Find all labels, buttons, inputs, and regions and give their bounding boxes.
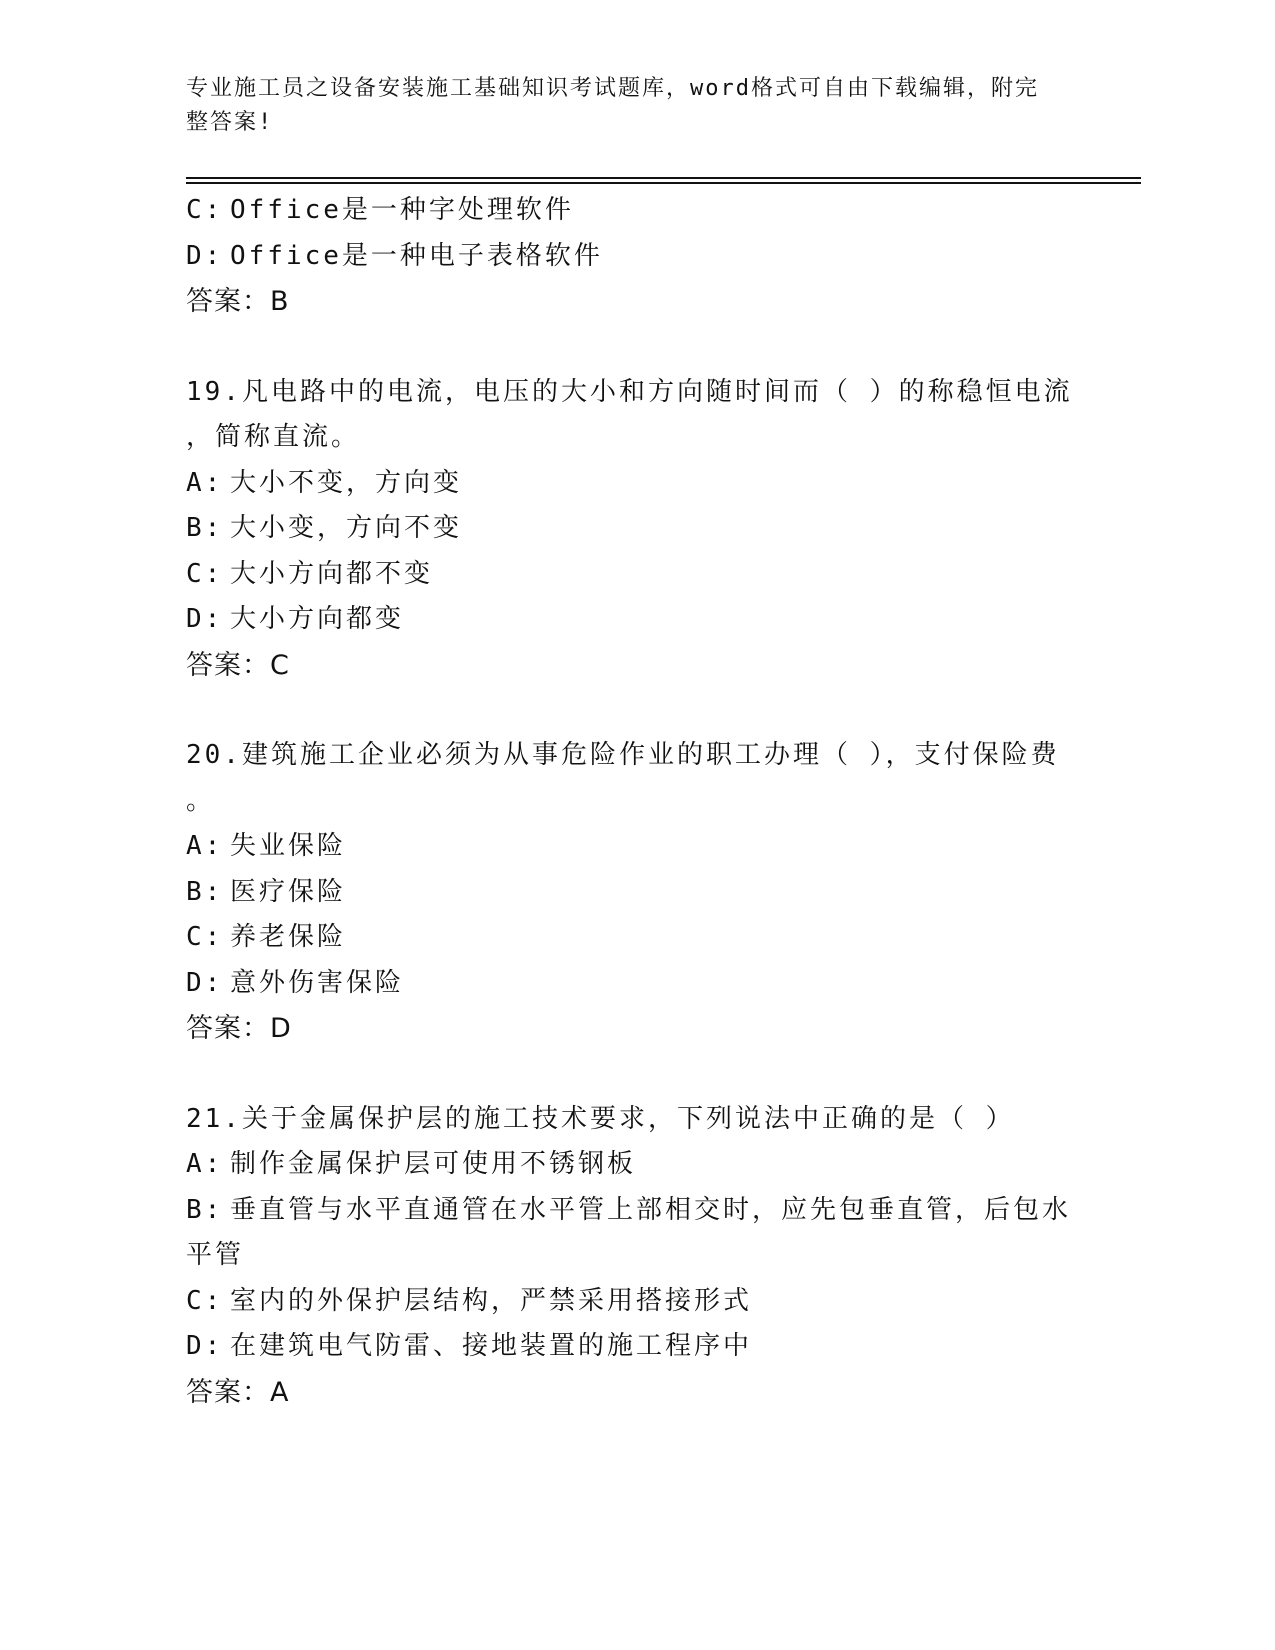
spacer — [186, 1052, 1086, 1097]
option-text: 制作金属保护层可使用不锈钢板 — [230, 1149, 637, 1179]
option-letter: C: — [186, 195, 224, 225]
option-d — [186, 961, 1086, 1007]
question-stem: 19.凡电路中的电流，电压的大小和方向随时间而（ ）的称稳恒电流 — [186, 376, 1073, 407]
question-stem-continued: ，简称直流。 — [186, 422, 361, 452]
option-letter: B: — [186, 1194, 224, 1225]
option-letter: C: — [186, 922, 224, 952]
answer: 答案：C — [186, 649, 290, 681]
header-rule-top — [186, 177, 1141, 179]
option-b — [186, 1188, 1086, 1234]
option-a — [186, 1142, 1086, 1188]
option-text: 失业保险 — [230, 831, 347, 861]
option-text: 大小方向都不变 — [230, 558, 434, 589]
option-letter: D: — [186, 604, 224, 634]
option-d — [186, 597, 1086, 643]
option-letter: C: — [186, 1285, 224, 1316]
question-stem: 20.建筑施工企业必须为从事危险作业的职工办理（ ），支付保险费 — [186, 740, 1060, 770]
question-21 — [186, 1097, 1086, 1416]
option-text: 垂直管与水平直通管在水平管上部相交时，应先包垂直管，后包水 — [230, 1194, 1072, 1225]
option-letter: B: — [186, 876, 224, 907]
spacer — [186, 325, 1086, 370]
option-letter: D: — [186, 240, 224, 271]
option-text: 在建筑电气防雷、接地装置的施工程序中 — [230, 1331, 753, 1361]
option-c — [186, 1279, 1086, 1325]
question-stem-continued: 。 — [186, 785, 216, 816]
option-text: 意外伤害保险 — [230, 967, 405, 998]
option-text: 医疗保险 — [230, 876, 347, 907]
option-b-continued: 平管 — [186, 1240, 245, 1270]
option-d — [186, 234, 1086, 280]
option-c — [186, 552, 1086, 598]
option-text: 大小变，方向不变 — [230, 513, 463, 543]
question-list — [186, 188, 1086, 1415]
question-20 — [186, 733, 1086, 1052]
option-letter: A: — [186, 1149, 224, 1179]
option-text: Office是一种电子表格软件 — [230, 240, 603, 271]
option-text: 室内的外保护层结构，严禁采用搭接形式 — [230, 1285, 753, 1316]
question-19 — [186, 370, 1086, 689]
option-text: Office是一种字处理软件 — [230, 195, 574, 225]
option-text: 大小不变，方向变 — [230, 467, 463, 498]
header-rule-bottom — [186, 182, 1141, 184]
answer: 答案：A — [186, 1376, 290, 1408]
option-b — [186, 506, 1086, 552]
answer: 答案：B — [186, 286, 290, 317]
option-a — [186, 824, 1086, 870]
spacer — [186, 688, 1086, 733]
question-stem: 21.关于金属保护层的施工技术要求，下列说法中正确的是（ ） — [186, 1103, 1015, 1134]
option-c — [186, 188, 1086, 234]
option-text: 养老保险 — [230, 922, 347, 952]
header-line-2: 整答案! — [186, 110, 274, 135]
option-letter: C: — [186, 558, 224, 589]
question-18 — [186, 188, 1086, 325]
option-letter: D: — [186, 967, 224, 998]
option-text: 大小方向都变 — [230, 604, 405, 634]
option-letter: D: — [186, 1331, 224, 1361]
option-b — [186, 870, 1086, 916]
option-letter: A: — [186, 467, 224, 498]
header-line-1: 专业施工员之设备安装施工基础知识考试题库，word格式可自由下载编辑，附完 — [186, 76, 1039, 101]
document-header — [186, 72, 1066, 140]
answer: 答案：D — [186, 1013, 292, 1044]
option-d — [186, 1324, 1086, 1370]
option-c — [186, 915, 1086, 961]
option-letter: B: — [186, 513, 224, 543]
option-letter: A: — [186, 831, 224, 861]
option-a — [186, 461, 1086, 507]
